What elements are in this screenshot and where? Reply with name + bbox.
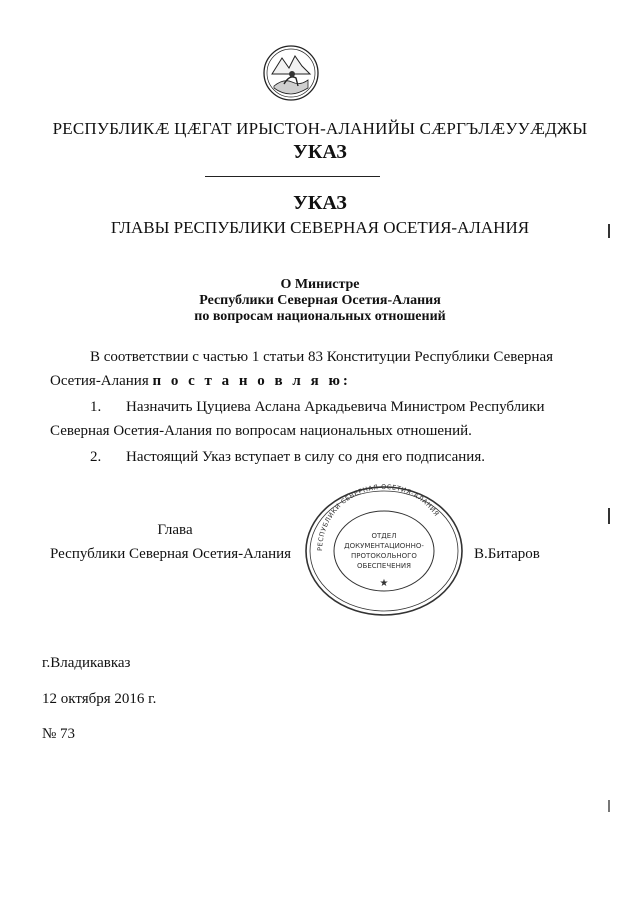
subject-line-3: по вопросам национальных отношений [194, 309, 446, 324]
scan-artifact [608, 508, 610, 524]
signatory-title: Глава [157, 522, 193, 538]
seal-center-line: ОБЕСПЕЧЕНИЯ [357, 562, 411, 570]
signatory-org: Республики Северная Осетия-Алания [50, 546, 292, 562]
russian-header-title: ГЛАВЫ РЕСПУБЛИКИ СЕВЕРНАЯ ОСЕТИЯ-АЛАНИЯ [110, 218, 530, 237]
item-number: 1. [90, 399, 102, 415]
subject-line-1: О Министре [280, 277, 360, 292]
svg-text:★: ★ [379, 578, 389, 589]
header-divider [205, 176, 380, 177]
item-1-line-1: Назначить Цуциева Аслана Аркадьевича Министром Республики [126, 399, 545, 415]
seal-center-line: ОТДЕЛ [371, 532, 397, 540]
item-number: 2. [90, 449, 102, 465]
item-2-line-1: Настоящий Указ вступает в силу со дня его подписания. [126, 449, 485, 465]
ossetian-header-title: РЕСПУБЛИКӔ ЦӔГАТ ИРЫСТОН-АЛАНИЙЫ СӔРГЪЛӔУУӔДЖЫ [52, 119, 588, 138]
scan-artifact [608, 224, 610, 238]
svg-text:РЕСПУБЛИКИ СЕВЕРНАЯ ОСЕТИЯ-АЛА [316, 483, 441, 551]
ossetian-doc-type: УКАЗ [293, 141, 347, 163]
preamble-line-2 [50, 373, 351, 390]
preamble-line-2-text: Осетия-Алания [50, 373, 149, 389]
item-1-line-2: Северная Осетия-Алания по вопросам национальных отношений. [50, 423, 472, 439]
scan-artifact [608, 800, 610, 812]
doc-number: № 73 [42, 726, 76, 742]
issue-city: г.Владикавказ [42, 655, 131, 671]
round-stamp-icon [300, 482, 468, 620]
decree-word: п о с т а н о в л я ю: [152, 373, 351, 389]
subject-line-2: Республики Северная Осетия-Алания [199, 293, 441, 308]
seal-center-line: ПРОТОКОЛЬНОГО [351, 552, 417, 560]
preamble-line-1: В соответствии с частью 1 статьи 83 Конституции Республики Северная [90, 349, 554, 365]
issue-date: 12 октября 2016 г. [42, 691, 157, 707]
doc-type: УКАЗ [293, 192, 347, 214]
signatory-name: В.Битаров [474, 546, 540, 562]
coat-of-arms-icon [262, 44, 320, 102]
seal-center-line: ДОКУМЕНТАЦИОННО- [344, 542, 424, 550]
seal-ring-text: РЕСПУБЛИКИ СЕВЕРНАЯ ОСЕТИЯ-АЛАНИЯ [315, 482, 441, 552]
